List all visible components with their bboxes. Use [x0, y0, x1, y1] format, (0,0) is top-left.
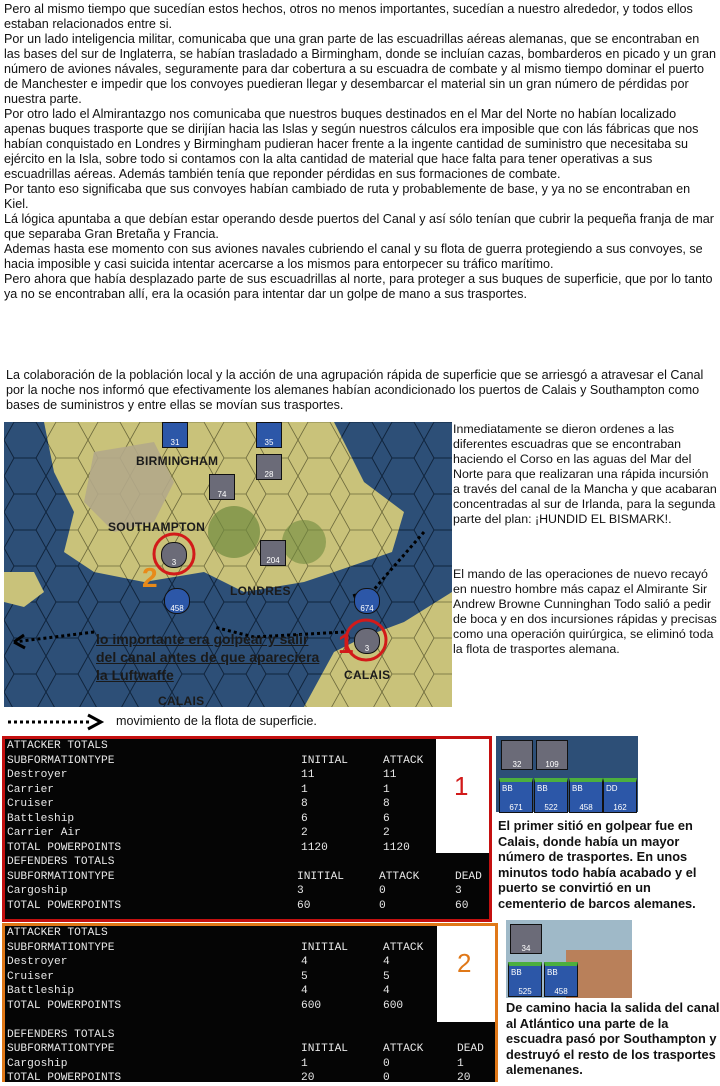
forest-terrain — [208, 506, 260, 558]
table-cell: 8 — [383, 798, 390, 810]
unit-counter[interactable] — [161, 542, 187, 568]
paragraph: Pero al mismo tiempo que sucedían estos hechos, otros no menos importantes, sucedían a nuestro alrededor, y todos ellos estaban relacionados entre si. — [4, 2, 693, 31]
city-label: CALAIS — [158, 694, 205, 707]
paragraph: Pero ahora que había desplazado parte de sus escuadrillas al norte, para proteger a sus buques de superficie, que por lo tanto ya no se encontraban allí, era la ocasión para intentar dar un golpe de mano a sus trasportes. — [4, 272, 713, 301]
table-cell: 6 — [301, 812, 308, 825]
unit-strength: 3 — [171, 558, 177, 567]
unit-type: BB — [511, 968, 522, 977]
column-header: ATTACK — [383, 941, 424, 954]
unit-strength: 162 — [613, 803, 627, 812]
unit-type: DD — [606, 784, 618, 793]
unit-strength: 674 — [360, 604, 374, 613]
table-cell: 1120 — [383, 841, 410, 854]
table-cell: 1120 — [301, 841, 328, 854]
table-cell: 20 — [301, 1072, 315, 1084]
table-cell: 3 — [297, 885, 304, 897]
table-cell: 60 — [455, 899, 469, 912]
table-cell: Destroyer — [7, 769, 68, 781]
unit-stack-1 — [496, 736, 638, 812]
unit-counter[interactable] — [256, 422, 282, 448]
unit-type: BB — [572, 784, 583, 793]
unit-type: BB — [502, 784, 513, 793]
unit-counter[interactable] — [508, 962, 542, 997]
side-paragraph: El mando de las operaciones de nuevo recayó en nuestro hombre más capaz el Almirante Sir Andrew Browne Cunninghan Todo salió a pedir de boca y en dos incursiones rápidas y precisas como una operación quirúrgica, se eliminó toda la flota de trasportes alemana. — [453, 567, 717, 656]
table-cell: Battleship — [7, 812, 75, 825]
unit-type: BB — [547, 968, 558, 977]
table-cell: Cargoship — [7, 1057, 68, 1070]
table-cell: 600 — [383, 999, 404, 1012]
table-cell: 0 — [379, 899, 386, 912]
unit-counter[interactable] — [209, 474, 235, 500]
table-cell: 5 — [383, 970, 390, 983]
unit-counter[interactable] — [164, 588, 190, 614]
city-label: BIRMINGHAM — [136, 454, 219, 468]
table-cell: 6 — [383, 812, 390, 825]
column-header: DEAD — [457, 1043, 484, 1055]
column-header: ATTACK — [379, 870, 420, 883]
unit-stack-2 — [506, 920, 632, 998]
unit-strength: 3 — [364, 644, 370, 653]
column-header: INITIAL — [301, 1043, 348, 1055]
collab-paragraph: La colaboración de la población local y la acción de una agrupación rápida de superficie que se arriesgó a atravesar el Canal por la noche nos informó que efectivamente los alemanes habían acondicionado los puertos de Calais y Southampton como bases de suministros y entre ellas se movían sus trasportes. — [6, 368, 704, 412]
unit-strength: 35 — [264, 438, 274, 447]
paragraph: Ademas hasta ese momento con sus aviones navales cubriendo el canal y su flota de guerra protegiendo a sus convoyes, se hacia imposible y casi suicida intentar acercarse a los mismos para entorpecer su tráfico marítimo. — [4, 242, 703, 271]
column-header: ATTACK — [383, 1043, 424, 1055]
column-header: INITIAL — [301, 754, 348, 767]
table-cell: 60 — [297, 899, 311, 912]
paragraph: Por un lado inteligencia militar, comunicaba que una gran parte de las escuadrillas aéreas alemanas, que se encontraban en las bases del sur de Inglaterra, se habían trasladado a Birmingham, donde se incluían cazas, bombarderos en picado y un gran número de aviones návales, seguramente para dar cobertura a su escuadra de combate y al mismo tiempo dominar el puerto de Manchester e impedir que los convoyes puedieran llegar y desembarcar el material sin un gran número de pérdidas por nuestra parte. — [4, 32, 716, 106]
table-title: DEFENDERS TOTALS — [7, 856, 115, 868]
table-cell: 8 — [301, 798, 308, 810]
forest-terrain — [282, 520, 326, 564]
column-header: SUBFORMATIONTYPE — [7, 754, 115, 767]
marker-number: 1 — [338, 628, 354, 659]
table-cell: 0 — [383, 1072, 390, 1084]
table-cell: 0 — [383, 1057, 390, 1070]
unit-counter[interactable] — [536, 740, 568, 770]
game-map — [4, 422, 452, 707]
column-header: SUBFORMATIONTYPE — [7, 941, 115, 954]
paragraph: Por tanto eso significaba que sus convoyes habían cambiado de ruta y probablemente de base, y ya no se encontraban en Kiel. — [4, 182, 691, 211]
marker-number: 2 — [142, 562, 158, 593]
unit-strength: 458 — [579, 803, 593, 812]
unit-strength: 204 — [266, 556, 280, 565]
unit-type: BB — [537, 784, 548, 793]
unit-strength: 34 — [521, 944, 531, 953]
table-cell: TOTAL POWERPOINTS — [7, 899, 122, 912]
dotted-arrow-icon — [6, 712, 106, 732]
column-header: INITIAL — [301, 941, 348, 954]
combat-result-table-1 — [2, 736, 492, 922]
table-cell: Cruiser — [7, 970, 54, 983]
table-cell: TOTAL POWERPOINTS — [7, 841, 122, 854]
unit-counter[interactable] — [256, 454, 282, 480]
table-cell: 0 — [379, 885, 386, 897]
unit-counter[interactable] — [569, 778, 603, 813]
combat-result-table-2 — [2, 923, 498, 1082]
table-title: DEFENDERS TOTALS — [7, 1028, 115, 1041]
table-cell: Carrier — [7, 783, 54, 796]
table-cell: 1 — [383, 783, 390, 796]
table-cell: 2 — [383, 827, 390, 839]
table-cell: Carrier Air — [7, 827, 81, 839]
map-annotation: lo importante era golpear y salir del canal antes de que apareciera la Luftwaffe — [96, 631, 320, 683]
table-cell: Cruiser — [7, 798, 54, 810]
table-cell: Battleship — [7, 985, 75, 997]
table-cell: 20 — [457, 1072, 471, 1084]
table-number-panel — [436, 739, 489, 853]
table-cell: TOTAL POWERPOINTS — [7, 999, 122, 1012]
table-cell: 11 — [301, 769, 315, 781]
column-header: DEAD — [455, 870, 482, 883]
table-cell: 600 — [301, 999, 322, 1012]
unit-strength: 458 — [554, 987, 568, 996]
table-cell: 1 — [457, 1057, 464, 1070]
unit-counter[interactable] — [354, 588, 380, 614]
table-cell: 3 — [455, 885, 462, 897]
intro-text — [4, 2, 718, 302]
unit-strength: 671 — [509, 803, 523, 812]
unit-strength: 458 — [170, 604, 184, 613]
table-number: 1 — [454, 771, 469, 801]
column-header: SUBFORMATIONTYPE — [7, 1043, 115, 1055]
unit-strength: 32 — [512, 760, 522, 769]
unit-counter[interactable] — [603, 778, 637, 813]
unit-strength: 109 — [545, 760, 559, 769]
table-cell: TOTAL POWERPOINTS — [7, 1072, 122, 1084]
unit-counter[interactable] — [499, 778, 533, 813]
table-cell: 5 — [301, 970, 308, 983]
table-cell: 1 — [301, 1057, 308, 1070]
table-number-panel — [437, 926, 495, 1022]
table-title: ATTACKER TOTALS — [7, 740, 108, 752]
table-cell: 11 — [383, 769, 397, 781]
city-label: SOUTHAMPTON — [108, 520, 206, 534]
table-title: ATTACKER TOTALS — [7, 927, 108, 939]
unit-strength: 522 — [544, 803, 558, 812]
legend-text: movimiento de la flota de superficie. — [116, 714, 317, 728]
map-legend — [6, 712, 506, 732]
unit-counter[interactable] — [534, 778, 568, 813]
table-cell: 4 — [383, 956, 390, 968]
table-cell: 4 — [301, 956, 308, 968]
side-paragraph: Inmediatamente se dieron ordenes a las diferentes escuadras que se encontraban haciendo el Corso en las aguas del Mar del Norte para que realizaran una rápida incursión a través del canal de la Mancha y que acabaran concentradas al sur de Irlanda, para la segunda parte del plan: ¡HUNDID EL BISMARK!. — [453, 422, 717, 526]
unit-counter[interactable] — [544, 962, 578, 997]
table-number: 2 — [457, 948, 472, 978]
table-cell: 4 — [301, 985, 308, 997]
caption-2: De camino hacia la salida del canal al Atlántico una parte de la escuadra pasó por Southampton y destruyó el resto de los trasportes alemenanes. — [506, 1000, 720, 1077]
unit-strength: 74 — [217, 490, 227, 499]
unit-counter[interactable] — [501, 740, 533, 770]
unit-counter[interactable] — [162, 422, 188, 448]
unit-counter[interactable] — [260, 540, 286, 566]
city-label: CALAIS — [344, 668, 391, 682]
city-label: LONDRES — [230, 584, 291, 598]
table-cell: 2 — [301, 827, 308, 839]
column-header: INITIAL — [297, 870, 344, 883]
paragraph: Por otro lado el Almirantazgo nos comunicaba que nuestros buques destinados en el Mar del Norte no habían localizado apenas buques trasporte que se dirijían hacia las Islas y según nuestros cálculos era imposible que con lás fábricas que nos habían conquistado en Londres y Birmingham pudieran hacer frente a la ingente cantidad de suministro que necesitaba su ejército en la Isla, sobre todo si contamos con la alta cantidad de material que hace falta para tener operativas a sus escuadrillas aéreas. Además también tenía que reponder pérdidas en sus formaciones de combate. — [4, 107, 699, 181]
table-cell: Cargoship — [7, 885, 68, 897]
unit-strength: 28 — [264, 470, 274, 479]
table-cell: Destroyer — [7, 956, 68, 968]
unit-strength: 31 — [170, 438, 180, 447]
table-cell: 1 — [301, 783, 308, 796]
paragraph: Lá lógica apuntaba a que debían estar operando desde puertos del Canal y así sólo tenían que cubrir la pequeña franja de mar que separaba Gran Bretaña y Francia. — [4, 212, 714, 241]
column-header: SUBFORMATIONTYPE — [7, 870, 115, 883]
unit-counter[interactable] — [354, 628, 380, 654]
column-header: ATTACK — [383, 754, 424, 767]
caption-1: El primer sitió en golpear fue en Calais, donde había un mayor número de trasportes. En unos minutos todo había acabado y el puerto se convirtió en un cementerio de barcos alemanes. — [498, 818, 697, 911]
unit-strength: 525 — [518, 987, 532, 996]
unit-counter[interactable] — [510, 924, 542, 954]
table-cell: 4 — [383, 985, 390, 997]
